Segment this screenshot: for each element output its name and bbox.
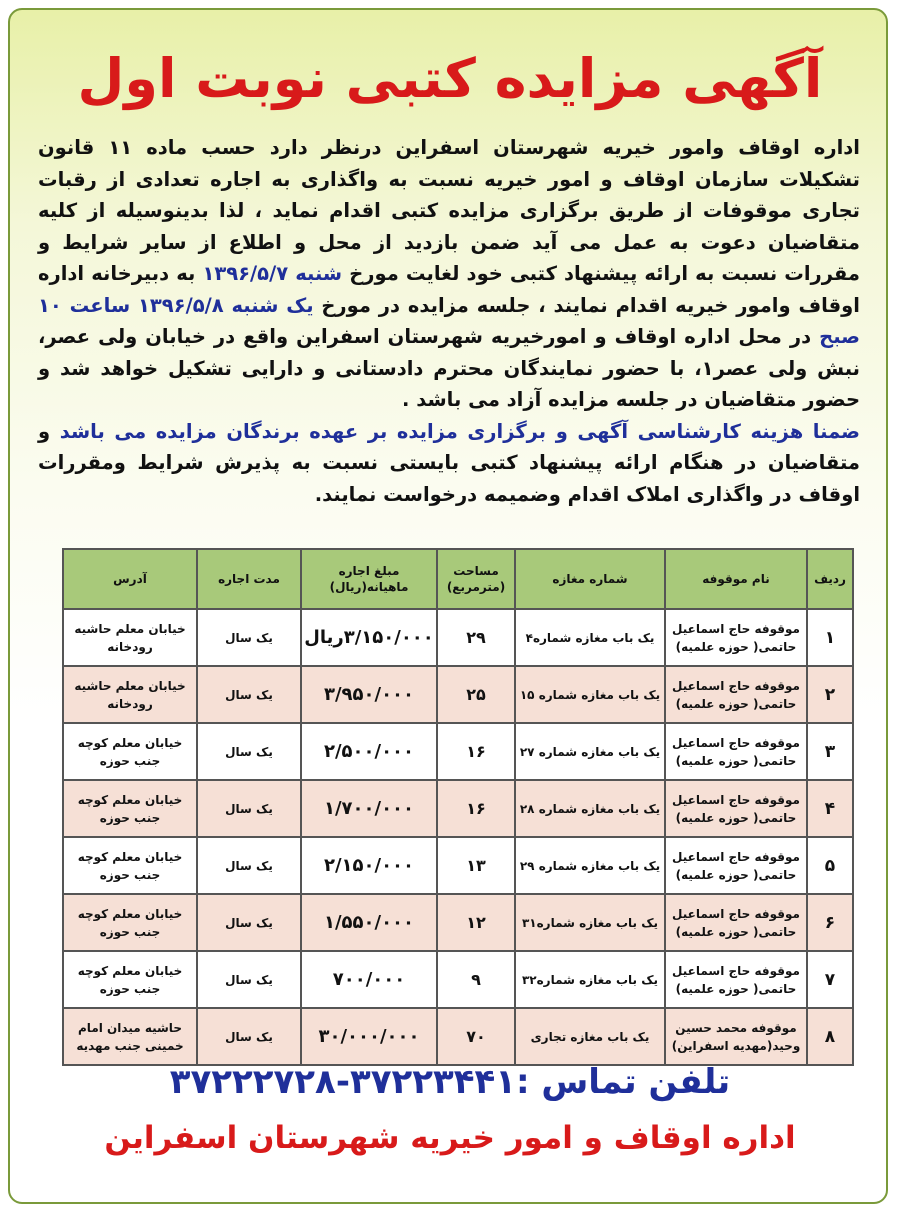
cell-shop-number: یک باب مغازه شماره ۲۹ <box>515 837 665 894</box>
cell-address: خیابان معلم حاشیه رودخانه <box>63 666 197 723</box>
header-area: مساحت (مترمربع) <box>437 549 515 609</box>
paragraph-2-text: و متقاضیان در هنگام ارائه پیشنهاد کتبی بایستی نسبت به پذیرش شرایط ومقررات اوقاف در واگذاری املاک اقدام وضمیمه درخواست نمایند. <box>38 419 860 506</box>
cell-row-number: ۱ <box>807 609 853 666</box>
cost-note: ضمنا هزینه کارشناسی آگهی و برگزاری مزایده بر عهده برندگان مزایده می باشد <box>59 419 860 443</box>
deadline-date: شنبه ۱۳۹۶/۵/۷ <box>202 262 343 285</box>
cell-monthly-rent: ۱/۷۰۰/۰۰۰ <box>301 780 437 837</box>
session-date: یک شنبه ۱۳۹۶/۵/۸ ساعت ۱۰ صبح <box>38 293 860 348</box>
cell-address: خیابان معلم کوچه جنب حوزه <box>63 723 197 780</box>
cell-shop-number: یک باب مغازه تجاری <box>515 1008 665 1065</box>
cell-shop-number: یک باب مغازه شماره۴ <box>515 609 665 666</box>
cell-row-number: ۴ <box>807 780 853 837</box>
cell-monthly-rent: ۲/۵۰۰/۰۰۰ <box>301 723 437 780</box>
table-row <box>63 780 853 837</box>
notice-body <box>38 132 860 510</box>
paragraph-1-text-b: به دبیرخانه اداره اوقاف وامور خیریه اقدام نمایند ، جلسه مزایده در مورخ <box>38 262 860 317</box>
cell-lease-duration: یک سال <box>197 951 301 1008</box>
cell-lease-duration: یک سال <box>197 723 301 780</box>
table-row <box>63 894 853 951</box>
auction-items-table <box>62 548 854 1066</box>
cell-shop-number: یک باب مغازه شماره۳۱ <box>515 894 665 951</box>
cell-endowment: موقوفه حاج اسماعیل حاتمی( حوزه علمیه) <box>665 609 807 666</box>
table-row <box>63 666 853 723</box>
cell-row-number: ۳ <box>807 723 853 780</box>
contact-phone: تلفن تماس :۳۷۲۲۳۴۴۱-۳۷۲۲۲۷۲۸ <box>169 1062 731 1102</box>
paragraph-1 <box>38 132 860 416</box>
header-shop-number: شماره مغازه <box>515 549 665 609</box>
header-row-number: ردیف <box>807 549 853 609</box>
header-monthly-rent: مبلغ اجاره ماهیانه(ریال) <box>301 549 437 609</box>
cell-shop-number: یک باب مغازه شماره ۱۵ <box>515 666 665 723</box>
cell-area: ۹ <box>437 951 515 1008</box>
cell-monthly-rent: ۷۰۰/۰۰۰ <box>301 951 437 1008</box>
header-endowment: نام موقوفه <box>665 549 807 609</box>
cell-area: ۱۶ <box>437 780 515 837</box>
cell-address: خیابان معلم کوچه جنب حوزه <box>63 780 197 837</box>
cell-endowment: موقوفه حاج اسماعیل حاتمی( حوزه علمیه) <box>665 723 807 780</box>
cell-endowment: موقوفه حاج اسماعیل حاتمی( حوزه علمیه) <box>665 780 807 837</box>
cell-area: ۱۲ <box>437 894 515 951</box>
cell-endowment: موقوفه حاج اسماعیل حاتمی( حوزه علمیه) <box>665 666 807 723</box>
cell-monthly-rent: ۱/۵۵۰/۰۰۰ <box>301 894 437 951</box>
cell-endowment: موقوفه محمد حسین وحید(مهدیه اسفراین) <box>665 1008 807 1065</box>
cell-monthly-rent: ۲/۱۵۰/۰۰۰ <box>301 837 437 894</box>
cell-lease-duration: یک سال <box>197 1008 301 1065</box>
header-lease-duration: مدت اجاره <box>197 549 301 609</box>
table-row <box>63 723 853 780</box>
cell-row-number: ۶ <box>807 894 853 951</box>
cell-lease-duration: یک سال <box>197 780 301 837</box>
cell-lease-duration: یک سال <box>197 609 301 666</box>
cell-area: ۱۶ <box>437 723 515 780</box>
notice-title: آگهی مزایده کتبی نوبت اول <box>77 47 823 110</box>
cell-lease-duration: یک سال <box>197 666 301 723</box>
table-row <box>63 1008 853 1065</box>
cell-address: خیابان معلم کوچه جنب حوزه <box>63 951 197 1008</box>
cell-address: خیابان معلم حاشیه رودخانه <box>63 609 197 666</box>
cell-shop-number: یک باب مغازه شماره ۲۷ <box>515 723 665 780</box>
paragraph-1-text-c: در محل اداره اوقاف و امورخیریه شهرستان اسفراین واقع در خیابان ولی عصر، نبش ولی عصر۱، با حضور نمایندگان محترم دادستانی و دارایی تشکیل خواهد شد و حضور متقاضیان در جلسه مزایده آزاد می باشد . <box>38 325 860 411</box>
header-address: آدرس <box>63 549 197 609</box>
table-row <box>63 609 853 666</box>
cell-row-number: ۷ <box>807 951 853 1008</box>
cell-endowment: موقوفه حاج اسماعیل حاتمی( حوزه علمیه) <box>665 951 807 1008</box>
paragraph-2 <box>38 416 860 511</box>
cell-monthly-rent: ۳/۱۵۰/۰۰۰ریال <box>301 609 437 666</box>
cell-area: ۱۳ <box>437 837 515 894</box>
cell-area: ۲۵ <box>437 666 515 723</box>
cell-area: ۷۰ <box>437 1008 515 1065</box>
table-row <box>63 837 853 894</box>
footer-organization: اداره اوقاف و امور خیریه شهرستان اسفراین <box>104 1120 796 1156</box>
cell-address: حاشیه میدان امام خمینی جنب مهدیه <box>63 1008 197 1065</box>
cell-address: خیابان معلم کوچه جنب حوزه <box>63 894 197 951</box>
cell-monthly-rent: ۳/۹۵۰/۰۰۰ <box>301 666 437 723</box>
cell-monthly-rent: ۳۰/۰۰۰/۰۰۰ <box>301 1008 437 1065</box>
cell-lease-duration: یک سال <box>197 837 301 894</box>
cell-address: خیابان معلم کوچه جنب حوزه <box>63 837 197 894</box>
cell-shop-number: یک باب مغازه شماره ۲۸ <box>515 780 665 837</box>
table-row <box>63 951 853 1008</box>
table-header-row <box>63 549 853 609</box>
cell-area: ۲۹ <box>437 609 515 666</box>
paragraph-1-text-a: درنظر دارد حسب ماده ۱۱ قانون تشکیلات سازمان اوقاف و امور خیریه نسبت به واگذاری به اجاره تعدادی از رقبات تجاری موقوفات از طریق برگزاری مزایده کتبی اقدام نماید ، لذا بدینوسیله از کلیه متقاضیان دعوت به عمل می آید ضمن بازدید از محل و اطلاع از سایر شرایط و مقررات نسبت به ارائه پیشنهاد کتبی خود لغایت مورخ <box>38 136 860 285</box>
cell-endowment: موقوفه حاج اسماعیل حاتمی( حوزه علمیه) <box>665 837 807 894</box>
cell-lease-duration: یک سال <box>197 894 301 951</box>
organization-name: اداره اوقاف وامور خیریه شهرستان اسفراین <box>395 136 860 159</box>
cell-shop-number: یک باب مغازه شماره۳۲ <box>515 951 665 1008</box>
cell-row-number: ۲ <box>807 666 853 723</box>
cell-row-number: ۸ <box>807 1008 853 1065</box>
cell-endowment: موقوفه حاج اسماعیل حاتمی( حوزه علمیه) <box>665 894 807 951</box>
cell-row-number: ۵ <box>807 837 853 894</box>
